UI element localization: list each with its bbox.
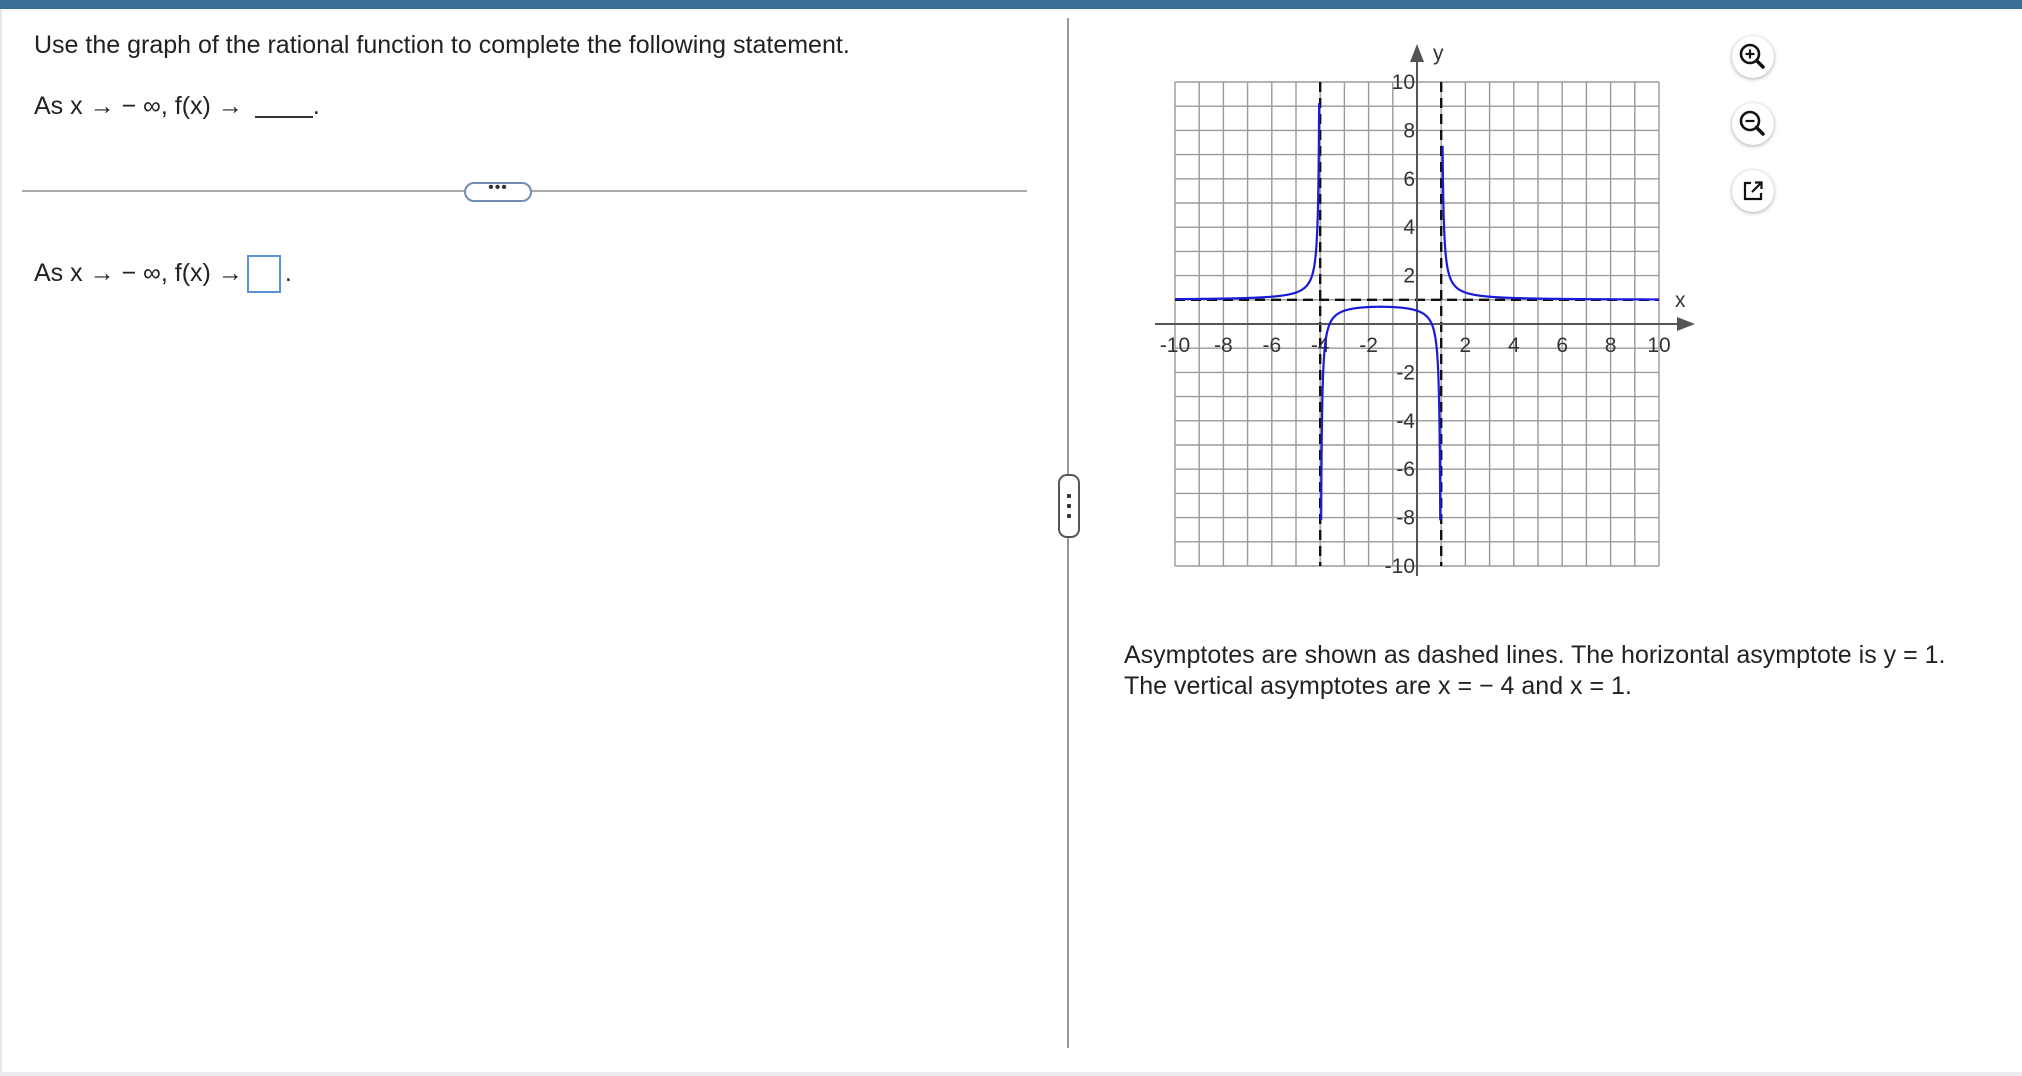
y-tick-label: -10 <box>1384 555 1415 578</box>
bottom-edge <box>0 1072 2022 1076</box>
x-axis-label: x <box>1675 289 1686 312</box>
question-statement <box>34 90 320 121</box>
zoom-in-button[interactable] <box>1732 36 1774 78</box>
y-tick-label: 6 <box>1403 167 1415 191</box>
popout-button[interactable] <box>1732 170 1774 212</box>
top-bar <box>0 0 2022 9</box>
y-tick-label: -6 <box>1396 458 1415 482</box>
tick-labels <box>1160 42 1686 578</box>
x-tick-label: -8 <box>1214 334 1233 357</box>
zoom-out-icon <box>1732 103 1774 145</box>
panel-resize-handle[interactable] <box>1058 474 1080 538</box>
rational-function-graph <box>1140 36 1700 586</box>
y-tick-label: -8 <box>1396 506 1415 530</box>
function-curve-branch <box>1321 307 1440 520</box>
x-tick-label: 10 <box>1647 334 1671 357</box>
y-axis-arrow <box>1410 44 1424 62</box>
graph-caption <box>1124 640 1946 702</box>
statement-period: . <box>312 92 320 120</box>
x-tick-label: -6 <box>1262 334 1282 357</box>
statement-text: As x → − ∞, f(x) → <box>34 92 243 120</box>
zoom-in-icon <box>1732 36 1774 78</box>
x-tick-label: 4 <box>1507 334 1520 357</box>
answer-statement <box>34 255 292 293</box>
caption-line-2: The vertical asymptotes are x = − 4 and x = 1. <box>1124 672 1632 700</box>
y-tick-label: 10 <box>1391 71 1415 94</box>
x-tick-label: 8 <box>1604 334 1617 357</box>
x-tick-label: 2 <box>1459 334 1472 357</box>
question-prompt: Use the graph of the rational function to complete the following statement. <box>34 31 850 59</box>
function-curve-branch <box>1443 146 1659 300</box>
answer-input-box[interactable] <box>247 255 281 293</box>
x-axis-arrow <box>1677 317 1695 331</box>
y-tick-label: 2 <box>1403 264 1415 288</box>
zoom-out-button[interactable] <box>1732 103 1774 145</box>
y-tick-label: -2 <box>1396 361 1415 385</box>
x-tick-label: -2 <box>1359 334 1378 357</box>
graph-axes <box>1155 44 1695 576</box>
statement-blank <box>255 90 313 118</box>
y-tick-label: 4 <box>1403 216 1415 240</box>
caption-line-1: Asymptotes are shown as dashed lines. The horizontal asymptote is y = 1. <box>1124 641 1946 669</box>
y-tick-label: -4 <box>1396 409 1415 433</box>
x-tick-label: -10 <box>1159 334 1191 357</box>
answer-prefix: As x → − ∞, f(x) → <box>34 259 243 287</box>
popout-icon <box>1732 170 1774 212</box>
x-tick-label: -4 <box>1310 334 1330 357</box>
question-panel <box>0 9 1067 1072</box>
answer-period: . <box>284 259 292 287</box>
y-tick-label: 8 <box>1403 119 1415 143</box>
x-tick-label: 6 <box>1556 334 1569 357</box>
y-axis-label: y <box>1433 42 1444 65</box>
more-button[interactable]: ••• <box>464 182 532 202</box>
